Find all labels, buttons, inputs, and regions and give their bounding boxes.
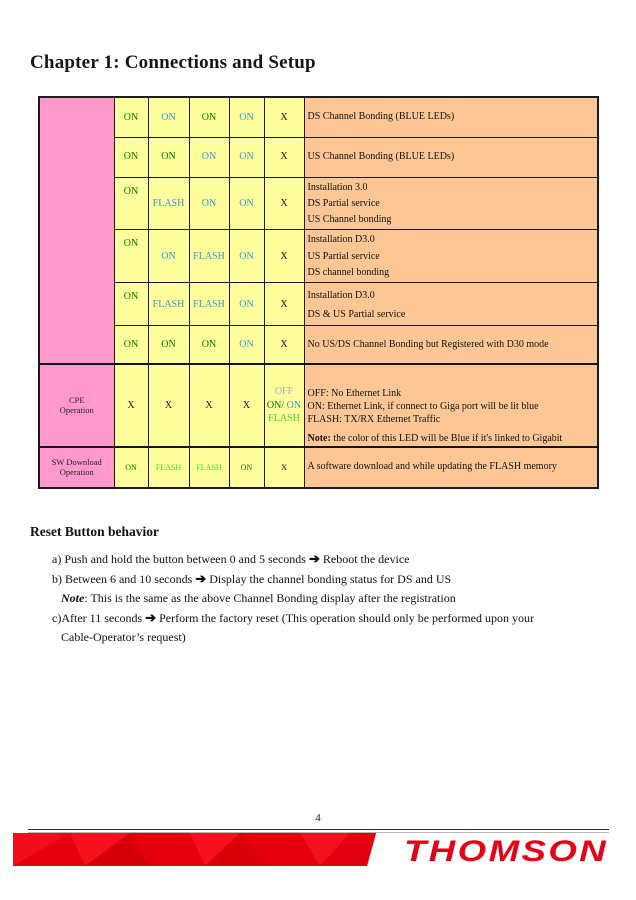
led-state-cell: X bbox=[114, 364, 148, 447]
led-state-cell: ON bbox=[229, 326, 264, 364]
led-state-cell: ON bbox=[189, 326, 229, 364]
led-state-cell: X bbox=[264, 447, 304, 488]
led-state-cell: X bbox=[264, 283, 304, 326]
led-state-cell: ON bbox=[114, 447, 148, 488]
led-state-cell: ON bbox=[148, 137, 189, 177]
led-description-cell: US Channel Bonding (BLUE LEDs) bbox=[304, 137, 598, 177]
led-state-cell: ON bbox=[114, 283, 148, 326]
led-description-cell: Installation D3.0 DS & US Partial service bbox=[304, 283, 598, 326]
reset-button-section bbox=[30, 524, 596, 647]
led-state-cell: X bbox=[229, 364, 264, 447]
led-description-cell: OFF: No Ethernet Link ON: Ethernet Link, if connect to Giga port will be lit blue FLASH: TX/RX Ethernet Traffic Note: the color of this LED will be Blue if it's linked to Gigabit bbox=[304, 364, 598, 447]
reset-item: a) Push and hold the button between 0 and 5 seconds ➔ Reboot the device bbox=[52, 551, 410, 566]
led-state-cell: ON bbox=[229, 230, 264, 283]
reset-item: Note: This is the same as the above Channel Bonding display after the registration bbox=[61, 591, 456, 605]
led-description-cell: No US/DS Channel Bonding but Registered with D30 mode bbox=[304, 326, 598, 364]
led-state-cell: ON bbox=[114, 97, 148, 137]
cpe-operation-header: CPE Operation bbox=[39, 364, 114, 447]
led-state-cell: FLASH bbox=[148, 177, 189, 230]
led-state-cell: X bbox=[189, 364, 229, 447]
reset-item: c)After 11 seconds ➔ Perform the factory reset (This operation should only be performed upon your bbox=[52, 610, 534, 625]
led-state-cell: ON bbox=[229, 283, 264, 326]
led-state-cell: ON bbox=[148, 97, 189, 137]
led-state-cell: ON bbox=[189, 137, 229, 177]
led-state-cell: X bbox=[264, 137, 304, 177]
led-state-cell: FLASH bbox=[189, 230, 229, 283]
led-status-table bbox=[38, 96, 599, 489]
page-number: 4 bbox=[315, 812, 321, 824]
led-state-cell: ON bbox=[229, 137, 264, 177]
reset-behavior-list bbox=[30, 549, 596, 647]
led-state-cell: X bbox=[264, 230, 304, 283]
brand-logo: THOMSON bbox=[404, 835, 609, 868]
led-state-cell: ON bbox=[189, 177, 229, 230]
led-state-cell: ON bbox=[114, 137, 148, 177]
led-state-cell: ON bbox=[229, 97, 264, 137]
led-state-cell: ON bbox=[148, 326, 189, 364]
led-state-cell: FLASH bbox=[148, 283, 189, 326]
led-state-cell: ON bbox=[229, 177, 264, 230]
led-description-cell: DS Channel Bonding (BLUE LEDs) bbox=[304, 97, 598, 137]
led-description-cell: A software download and while updating the FLASH memory bbox=[304, 447, 598, 488]
led-state-cell: X bbox=[264, 177, 304, 230]
page-title: Chapter 1: Connections and Setup bbox=[30, 52, 316, 73]
led-state-cell: FLASH bbox=[148, 447, 189, 488]
led-state-cell: ON bbox=[114, 177, 148, 230]
led-state-cell: ON bbox=[229, 447, 264, 488]
led-state-cell: X bbox=[264, 326, 304, 364]
led-state-cell: ON bbox=[114, 326, 148, 364]
sw-download-operation-header: SW Download Operation bbox=[39, 447, 114, 488]
led-state-cell: X bbox=[264, 97, 304, 137]
led-state-cell: ON bbox=[148, 230, 189, 283]
led-state-cell: FLASH bbox=[189, 447, 229, 488]
led-description-cell: Installation D3.0 US Partial service DS channel bonding bbox=[304, 230, 598, 283]
led-description-cell: Installation 3.0 DS Partial service US Channel bonding bbox=[304, 177, 598, 230]
reset-item: Cable-Operator’s request) bbox=[61, 630, 186, 644]
led-state-cell: OFF ON/ ON FLASH bbox=[264, 364, 304, 447]
reset-item: b) Between 6 and 10 seconds ➔ Display the channel bonding status for DS and US bbox=[52, 571, 452, 586]
reset-section-heading: Reset Button behavior bbox=[30, 524, 159, 539]
led-state-cell: X bbox=[148, 364, 189, 447]
merged-empty-header bbox=[39, 97, 114, 364]
led-state-cell: FLASH bbox=[189, 283, 229, 326]
led-state-cell: ON bbox=[189, 97, 229, 137]
led-state-cell: ON bbox=[114, 230, 148, 283]
